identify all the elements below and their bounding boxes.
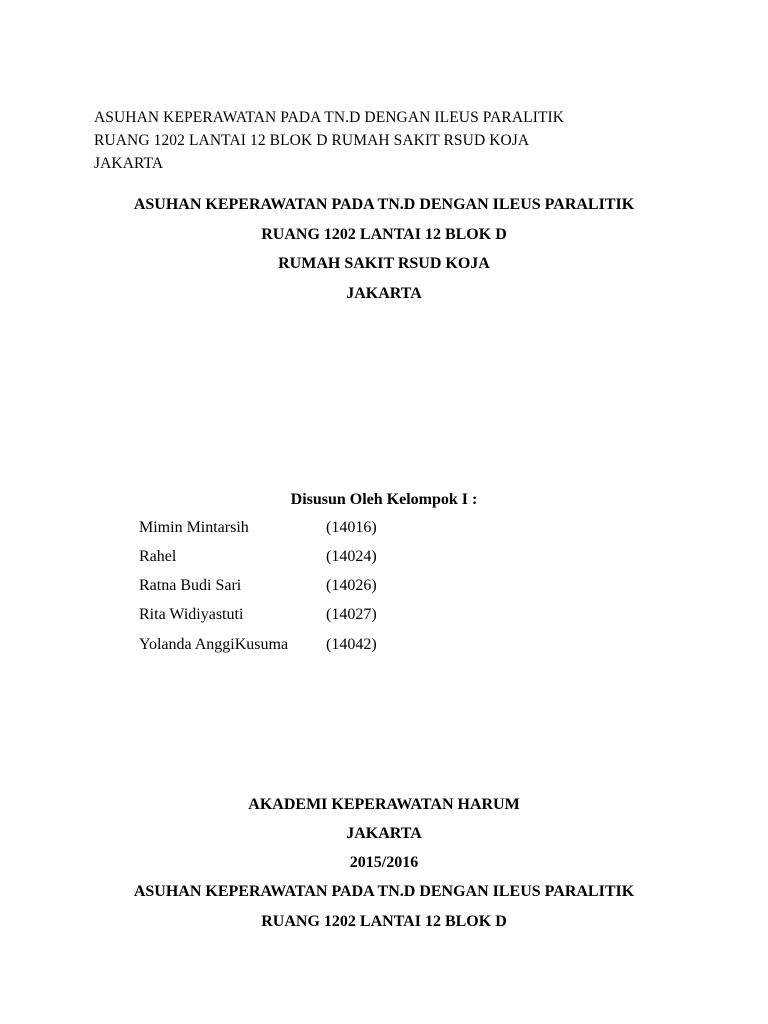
top-heading-line: JAKARTA — [94, 155, 164, 172]
institution-line: AKADEMI KEPERAWATAN HARUM — [248, 796, 520, 813]
top-heading — [94, 106, 694, 175]
member-id: (14042) — [326, 636, 377, 653]
member-name: Yolanda AnggiKusuma — [139, 636, 289, 653]
institution-line: JAKARTA — [346, 825, 422, 842]
member-id: (14026) — [326, 577, 377, 594]
member-id: (14024) — [326, 548, 377, 565]
title-line: RUANG 1202 LANTAI 12 BLOK D — [261, 226, 507, 243]
title-line: RUMAH SAKIT RSUD KOJA — [278, 255, 490, 272]
title-line: JAKARTA — [346, 285, 422, 302]
institution-line: 2015/2016 — [349, 854, 419, 871]
top-heading-line: RUANG 1202 LANTAI 12 BLOK D RUMAH SAKIT RSUD KOJA — [94, 132, 530, 149]
member-id: (14016) — [326, 519, 377, 536]
member-id: (14027) — [326, 606, 377, 623]
next-page-title-line: ASUHAN KEPERAWATAN PADA TN.D DENGAN ILEUS PARALITIK — [133, 883, 635, 900]
member-name: Rahel — [139, 548, 177, 565]
title-line: ASUHAN KEPERAWATAN PADA TN.D DENGAN ILEUS PARALITIK — [133, 196, 635, 213]
member-name: Mimin Mintarsih — [139, 519, 249, 536]
authors-heading: Disusun Oleh Kelompok I : — [290, 491, 478, 508]
next-page-title-line: RUANG 1202 LANTAI 12 BLOK D — [261, 913, 507, 930]
top-heading-line: ASUHAN KEPERAWATAN PADA TN.D DENGAN ILEUS PARALITIK — [94, 109, 565, 126]
member-name: Ratna Budi Sari — [139, 577, 242, 594]
member-name: Rita Widiyastuti — [139, 606, 244, 623]
